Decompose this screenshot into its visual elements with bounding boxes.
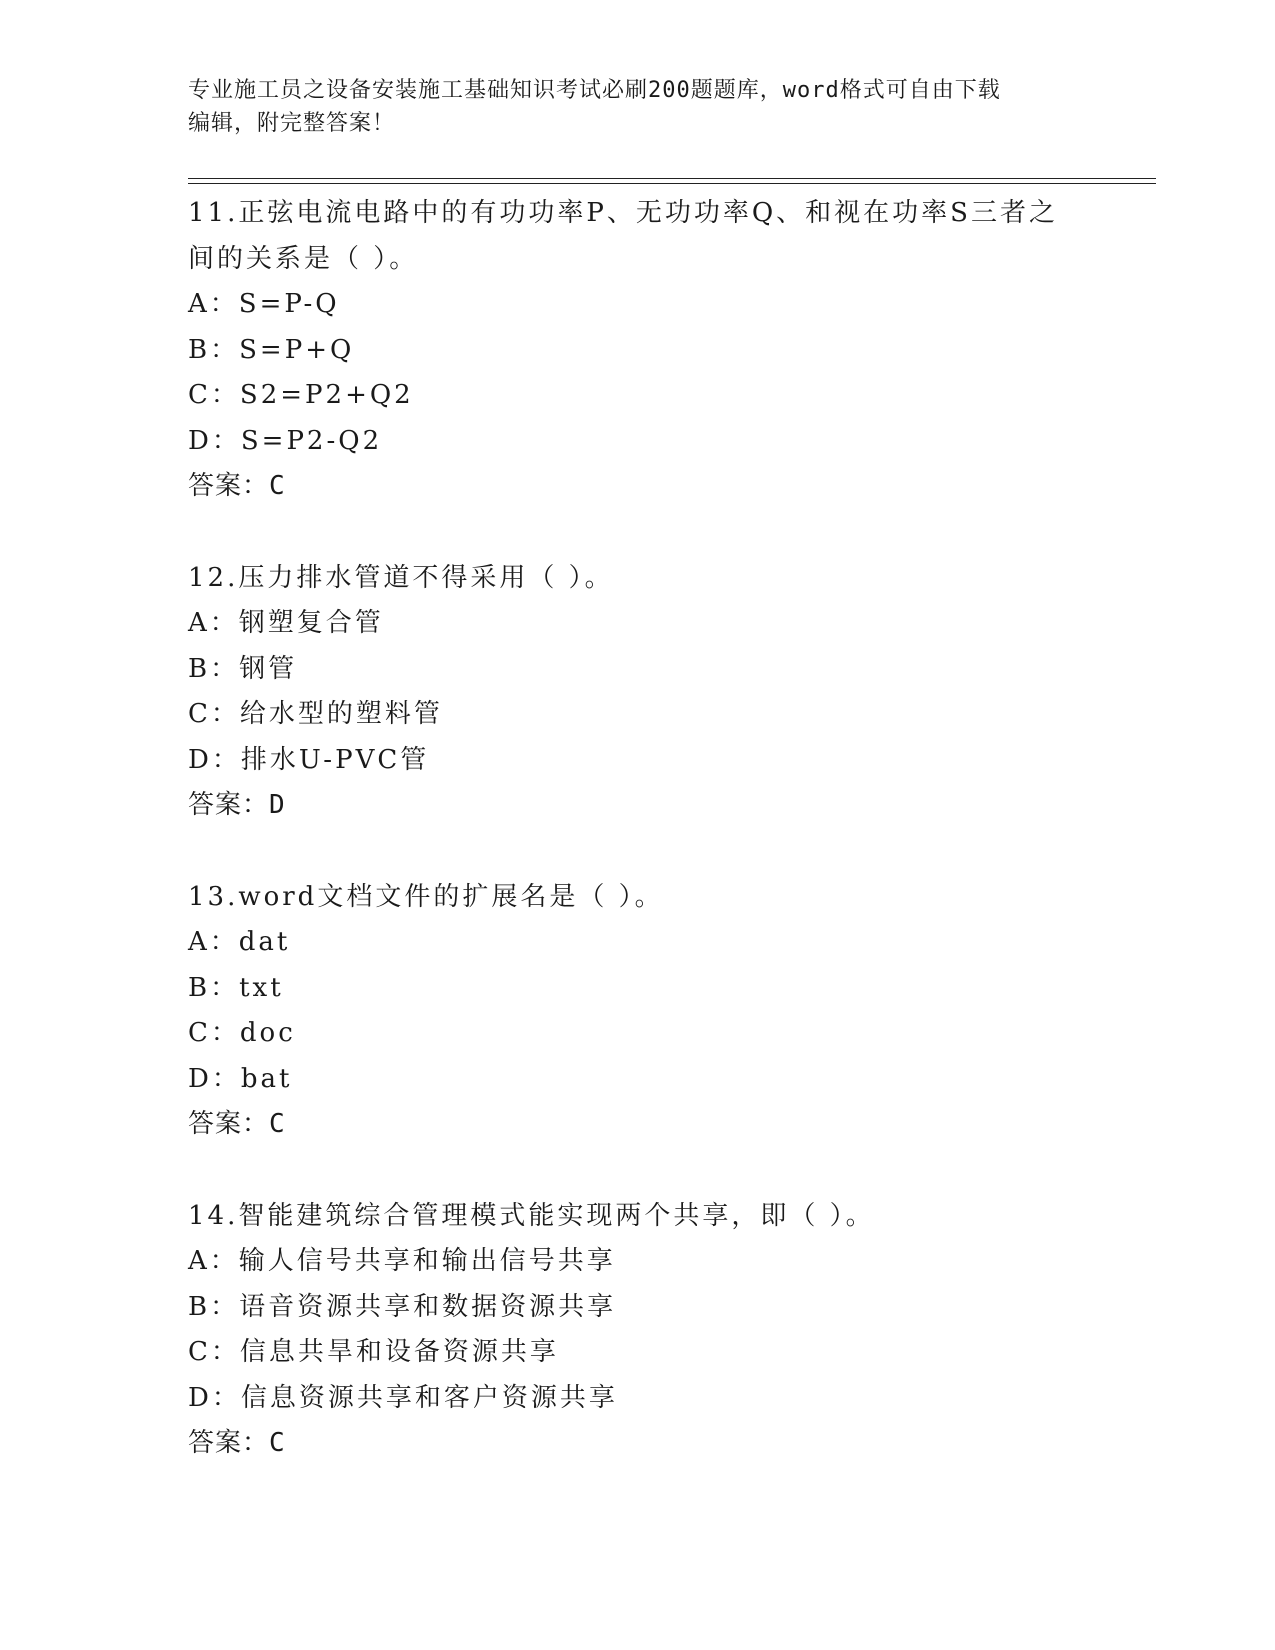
question-title-continued: 间的关系是（ ）。 <box>188 244 419 274</box>
option-b: B：txt <box>188 972 284 1003</box>
question-title: 12.压力排水管道不得采用（ ）。 <box>188 563 614 593</box>
option-d: D：bat <box>188 1063 293 1094</box>
question-title: 13.word文档文件的扩展名是（ ）。 <box>188 882 664 912</box>
option-a: A：钢塑复合管 <box>188 608 384 638</box>
question-14 <box>188 1194 1088 1465</box>
header-line-1: 专业施工员之设备安装施工基础知识考试必刷200题题库，word格式可自由下载 <box>188 78 1001 103</box>
option-b: B：S=P+Q <box>188 334 355 365</box>
option-b: B：钢管 <box>188 653 298 684</box>
header-line-2: 编辑，附完整答案！ <box>188 111 396 136</box>
option-c: C：信息共旱和设备资源共享 <box>188 1337 559 1367</box>
answer-label: 答案：C <box>188 1428 286 1458</box>
question-title: 11.正弦电流电路中的有功功率P、无功功率Q、和视在功率S三者之 <box>188 198 1058 228</box>
option-d: D：信息资源共享和客户资源共享 <box>188 1382 618 1413</box>
question-11 <box>188 191 1088 508</box>
option-c: C：给水型的塑料管 <box>188 699 443 729</box>
question-title: 14.智能建筑综合管理模式能实现两个共享，即（ ）。 <box>188 1201 875 1231</box>
option-b: B：语音资源共享和数据资源共享 <box>188 1291 617 1322</box>
question-13 <box>188 875 1088 1146</box>
option-a: A：dat <box>188 927 291 957</box>
header-divider-bottom <box>188 183 1156 184</box>
answer-label: 答案：C <box>188 471 286 501</box>
option-a: A：S=P-Q <box>188 289 340 319</box>
question-12 <box>188 556 1088 827</box>
option-d: D：排水U-PVC管 <box>188 744 430 775</box>
answer-label: 答案：C <box>188 1109 286 1139</box>
option-a: A：输人信号共享和输出信号共享 <box>188 1246 616 1276</box>
option-c: C：S2=P2+Q2 <box>188 380 414 410</box>
option-c: C：doc <box>188 1018 296 1048</box>
answer-label: 答案：D <box>188 790 286 820</box>
header-divider-top <box>188 178 1156 179</box>
option-d: D：S=P2-Q2 <box>188 425 383 456</box>
question-list <box>188 190 1088 1513</box>
document-header <box>188 74 1088 140</box>
